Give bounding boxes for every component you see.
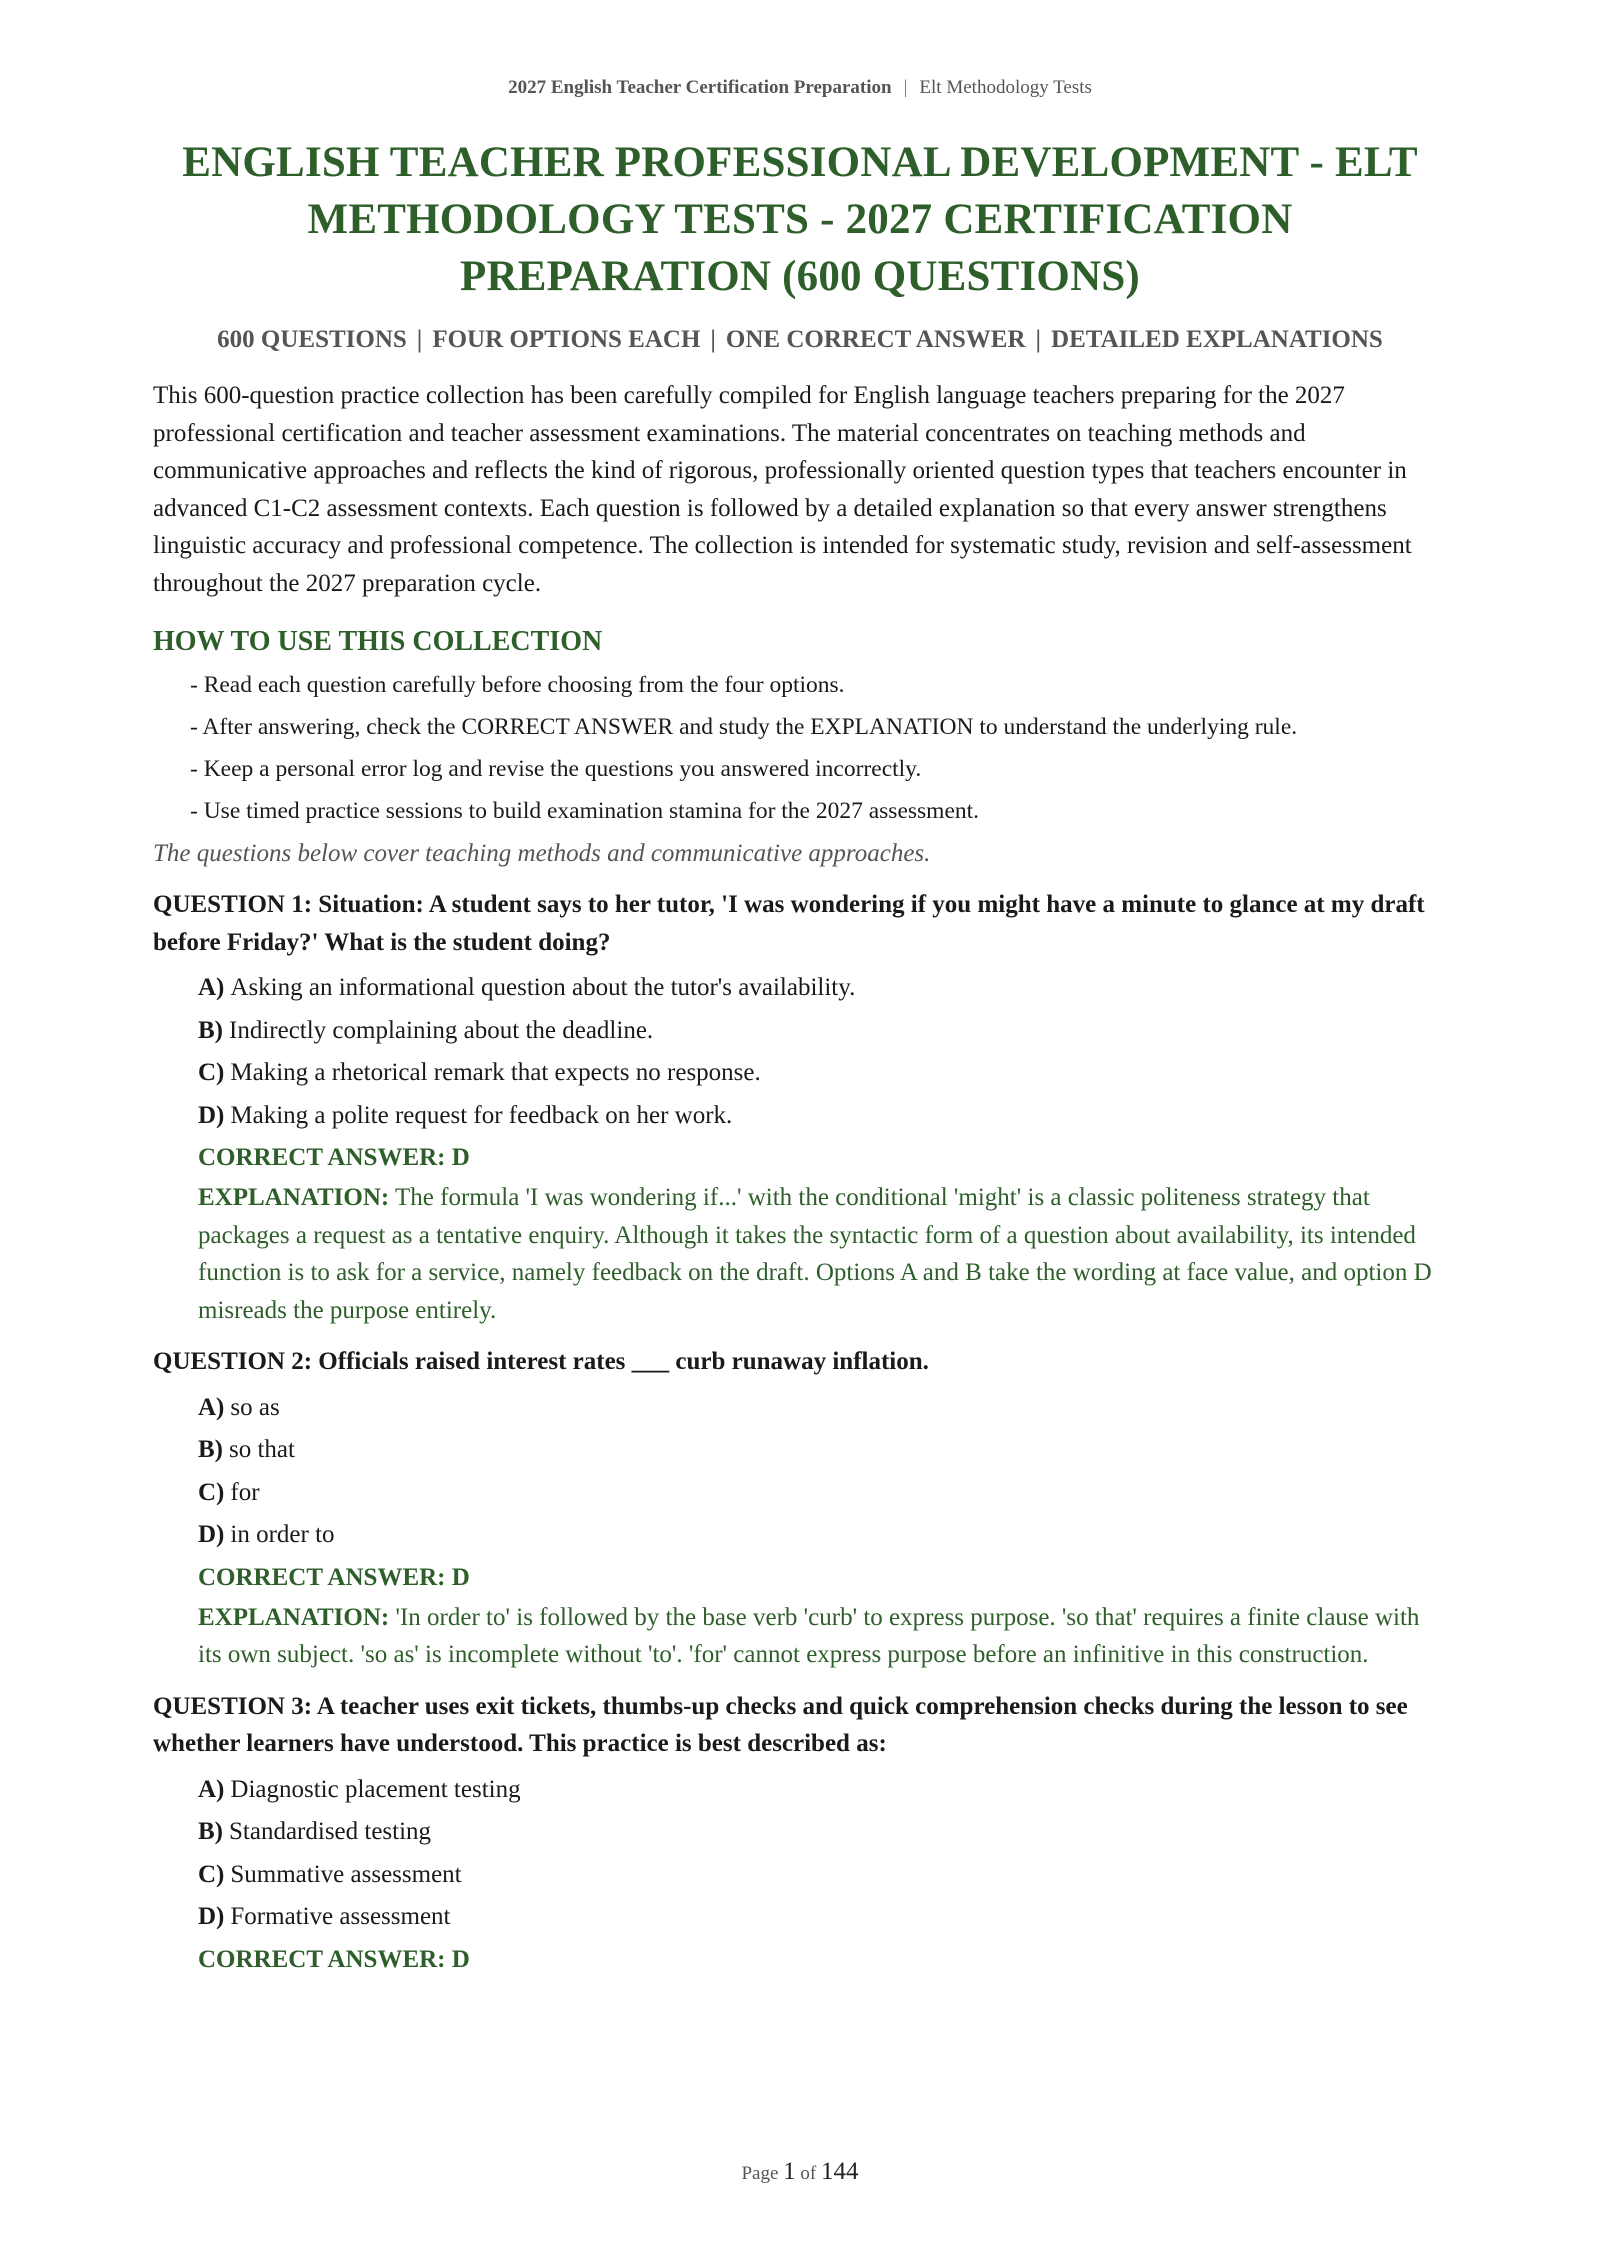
option-d	[198, 1896, 1447, 1939]
option-d	[198, 1095, 1447, 1138]
option-c	[198, 1854, 1447, 1897]
option-b	[198, 1429, 1447, 1472]
option-text: for	[230, 1478, 260, 1506]
explanation-text: 'In order to' is followed by the base verb 'curb' to express purpose. 'so that' requires a finite clause with its own subject. 'so as' is incomplete without 'to'. 'for' cannot express purpose before an infinitive in this construction.	[198, 1603, 1420, 1668]
option-a	[198, 967, 1447, 1010]
option-text: Diagnostic placement testing	[230, 1775, 521, 1803]
explanation	[153, 1599, 1447, 1674]
subtitle-item: FOUR OPTIONS EACH	[432, 326, 701, 353]
document-subtitle	[153, 323, 1447, 357]
option-c	[198, 1472, 1447, 1515]
explanation-text: The formula 'I was wondering if...' with the conditional 'might' is a classic politeness strategy that packages a request as a tentative enquiry. Although it takes the syntactic form of a question about availability, its intended function is to ask for a service, namely feedback on the draft. Options A and B take the wording at face value, and option D misreads the purpose entirely.	[198, 1184, 1432, 1324]
option-text: Asking an informational question about the tutor's availability.	[230, 974, 856, 1001]
subtitle-item: 600 QUESTIONS	[217, 326, 407, 353]
footer-page-total: 144	[821, 2158, 859, 2185]
option-b	[198, 1811, 1447, 1854]
footer-page-word: Page	[741, 2163, 779, 2184]
how-to-item: - Read each question carefully before choosing from the four options.	[190, 672, 845, 698]
subtitle-separator: |	[416, 326, 423, 353]
running-header	[0, 77, 1600, 99]
option-text: Indirectly complaining about the deadline.	[229, 1016, 654, 1044]
option-text: so as	[230, 1393, 280, 1421]
correct-answer: CORRECT ANSWER: D	[198, 1563, 470, 1591]
how-to-item: - Use timed practice sessions to build examination stamina for the 2027 assessment.	[190, 798, 980, 824]
options-list	[153, 1387, 1447, 1557]
option-letter: D)	[198, 1521, 225, 1548]
footer-page-number: 1	[783, 2158, 796, 2185]
explanation-label: EXPLANATION:	[198, 1184, 390, 1211]
option-text: in order to	[230, 1521, 335, 1548]
option-letter: A)	[198, 1775, 225, 1803]
option-text: so that	[229, 1436, 295, 1463]
explanation	[153, 1179, 1447, 1329]
question-stem: QUESTION 2: Officials raised interest rates ___ curb runaway inflation.	[153, 1348, 929, 1375]
question-block	[153, 886, 1447, 1329]
option-letter: C)	[198, 1478, 225, 1506]
page-footer	[0, 2158, 1600, 2186]
subtitle-separator: |	[1035, 326, 1042, 353]
subtitle-separator: |	[710, 326, 716, 353]
correct-answer: CORRECT ANSWER: D	[198, 1945, 470, 1973]
option-letter: C)	[198, 1860, 225, 1888]
document-title: ENGLISH TEACHER PROFESSIONAL DEVELOPMENT - ELT METHODOLOGY TESTS - 2027 CERTIFICATION PREPARATION (600 QUESTIONS)	[182, 139, 1418, 300]
option-b	[198, 1010, 1447, 1053]
option-c	[198, 1052, 1447, 1095]
option-text: Summative assessment	[230, 1860, 462, 1888]
coverage-note: The questions below cover teaching methods and communicative approaches.	[153, 840, 931, 867]
option-d	[198, 1514, 1447, 1557]
how-to-item: - Keep a personal error log and revise the questions you answered incorrectly.	[190, 756, 922, 782]
option-letter: B)	[198, 1016, 223, 1044]
footer-of-word: of	[800, 2163, 817, 2184]
options-list	[153, 967, 1447, 1137]
option-letter: A)	[198, 1393, 225, 1421]
subtitle-item: DETAILED EXPLANATIONS	[1051, 326, 1383, 353]
option-letter: B)	[198, 1436, 223, 1463]
option-letter: D)	[198, 1903, 225, 1930]
option-a	[198, 1769, 1447, 1812]
explanation-label: EXPLANATION:	[198, 1603, 390, 1631]
question-stem: QUESTION 1: Situation: A student says to her tutor, 'I was wondering if you might have a minute to glance at my draft before Friday?' What is the student doing?	[153, 891, 1425, 956]
header-separator: |	[903, 77, 908, 98]
options-list	[153, 1769, 1447, 1939]
question-block	[153, 1688, 1447, 1981]
header-left-text: 2027 English Teacher Certification Preparation	[508, 77, 892, 98]
header-right-text: Elt Methodology Tests	[919, 77, 1092, 98]
option-text: Making a polite request for feedback on her work.	[230, 1101, 733, 1129]
intro-paragraph: This 600-question practice collection has been carefully compiled for English language teachers preparing for the 2027 professional certification and teacher assessment examinations. The material concentrates on teaching methods and communicative approaches and reflects the kind of rigorous, professionally oriented question types that teachers encounter in advanced C1-C2 assessment contexts. Each question is followed by a detailed explanation so that every answer strengthens linguistic accuracy and professional competence. The collection is intended for systematic study, revision and self-assessment throughout the 2027 preparation cycle.	[153, 382, 1412, 597]
subtitle-item: ONE CORRECT ANSWER	[725, 326, 1026, 353]
question-stem: QUESTION 3: A teacher uses exit tickets, thumbs-up checks and quick comprehension checks during the lesson to see whether learners have understood. This practice is best described as:	[153, 1692, 1408, 1757]
option-text: Standardised testing	[229, 1818, 432, 1845]
how-to-heading: HOW TO USE THIS COLLECTION	[153, 626, 603, 657]
correct-answer: CORRECT ANSWER: D	[198, 1144, 470, 1171]
option-text: Formative assessment	[230, 1903, 451, 1930]
how-to-list	[153, 668, 1447, 829]
how-to-item: - After answering, check the CORRECT ANSWER and study the EXPLANATION to understand the underlying rule.	[190, 714, 1298, 740]
option-letter: A)	[198, 974, 225, 1001]
option-letter: D)	[198, 1101, 225, 1129]
option-a	[198, 1387, 1447, 1430]
question-block	[153, 1343, 1447, 1674]
option-letter: C)	[198, 1059, 225, 1086]
option-text: Making a rhetorical remark that expects no response.	[230, 1059, 761, 1086]
option-letter: B)	[198, 1818, 223, 1845]
